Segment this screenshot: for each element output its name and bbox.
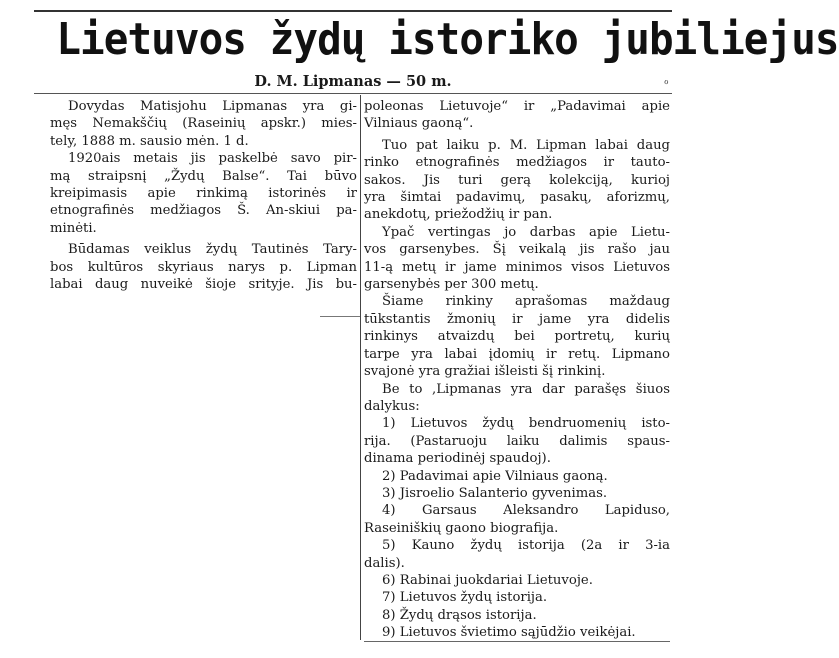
text-line: Tuo pat laiku p. M. Lipman labai daug (382, 137, 670, 153)
text-line: yra šimtai padavimų, pasakų, aforizmų, (364, 190, 670, 206)
text-line: dalykus: (364, 398, 420, 414)
text-line: dinama periodinėj spaudoj). (364, 451, 551, 467)
text-line: 7) Lietuvos žydų istorija. (382, 590, 548, 606)
text-line: tūkstantis žmonių ir jame yra didelis (364, 311, 670, 327)
text-line: 5) Kauno žydų istorija (2a ir 3-ia (382, 538, 670, 554)
text-line: 11-ą metų ir jame minimos visos Lietuvos (364, 259, 670, 275)
text-line: etnografinės medžiagos Š. An-skiui pa- (50, 203, 357, 219)
text-line: rinko etnografinės medžiagos ir tauto- (364, 155, 670, 171)
text-line: rinkinys atvaizdų bei portretų, kurių (364, 329, 670, 345)
text-line: anekdotų, priežodžių ir pan. (364, 207, 553, 223)
text-line: garsenybės per 300 metų. (364, 277, 539, 293)
text-line: 2) Padavimai apie Vilniaus gaoną. (382, 468, 608, 484)
text-line: minėti. (50, 220, 97, 236)
byline: D. M. Lipmanas — 50 m. (254, 73, 452, 90)
text-line: męs Nemakščių (Raseinių apskr.) mies- (50, 116, 357, 132)
text-line: 1) Lietuvos žydų bendruomenių isto- (382, 416, 670, 432)
text-line: Vilniaus gaoną“. (364, 116, 474, 132)
text-line: 6) Rabinai juokdariai Lietuvoje. (382, 572, 593, 588)
text-line: vos garsenybes. Šį veikalą jis rašo jau (364, 242, 670, 258)
text-line: sakos. Jis turi gerą kolekciją, kurioj (364, 172, 670, 188)
text-line: tely, 1888 m. sausio mėn. 1 d. (50, 133, 249, 149)
text-line: Dovydas Matisjohu Lipmanas yra gi- (68, 99, 357, 114)
column-divider (360, 95, 361, 640)
text-line: svajonė yra gražiai išleisti šį rinkinį. (364, 364, 606, 380)
headline: Lietuvos žydų istoriko jubiliejus (56, 14, 839, 65)
text-line: 3) Jisroelio Salanterio gyvenimas. (382, 485, 608, 501)
byline-rule (34, 93, 672, 94)
text-line: dalis). (364, 555, 405, 571)
text-line: Ypač vertingas jo darbas apie Lietu- (382, 224, 670, 240)
text-line: bos kultūros skyriaus narys p. Lipman (50, 259, 357, 275)
text-line: kreipimasis apie rinkimą istorinės ir (50, 186, 357, 202)
text-line: rija. (Pastaruoju laiku dalimis spaus- (364, 433, 670, 449)
text-line: Būdamas veiklus žydų Tautinės Tary- (68, 242, 357, 258)
text-line: Šiame rinkiny aprašomas maždaug (382, 294, 670, 310)
right-column (364, 98, 670, 642)
text-line: Raseiniškių gaono biografija. (364, 520, 559, 536)
text-line: Be to ,Lipmanas yra dar parašęs šiuos (382, 381, 670, 397)
text-line: 9) Lietuvos švietimo sąjūdžio veikėjai. (382, 625, 636, 641)
text-line: mą straipsnį „Žydų Balse“. Tai būvo (50, 168, 357, 184)
corner-mark: ℴ (664, 76, 669, 87)
text-line: 8) Žydų drąsos istorija. (382, 607, 537, 623)
text-line: 1920ais metais jis paskelbė savo pir- (68, 151, 357, 167)
text-line: 4) Garsaus Aleksandro Lapiduso, (382, 503, 670, 519)
clipping-edge (320, 316, 360, 317)
text-line: labai daug nuveikė šioje srityje. Jis bu- (50, 277, 357, 293)
text-line: tarpe yra labai įdomių ir retų. Lipmano (364, 346, 670, 362)
text-line: poleonas Lietuvoje“ ir „Padavimai apie (364, 99, 670, 114)
left-column (50, 98, 357, 293)
bottom-rule (364, 641, 670, 642)
